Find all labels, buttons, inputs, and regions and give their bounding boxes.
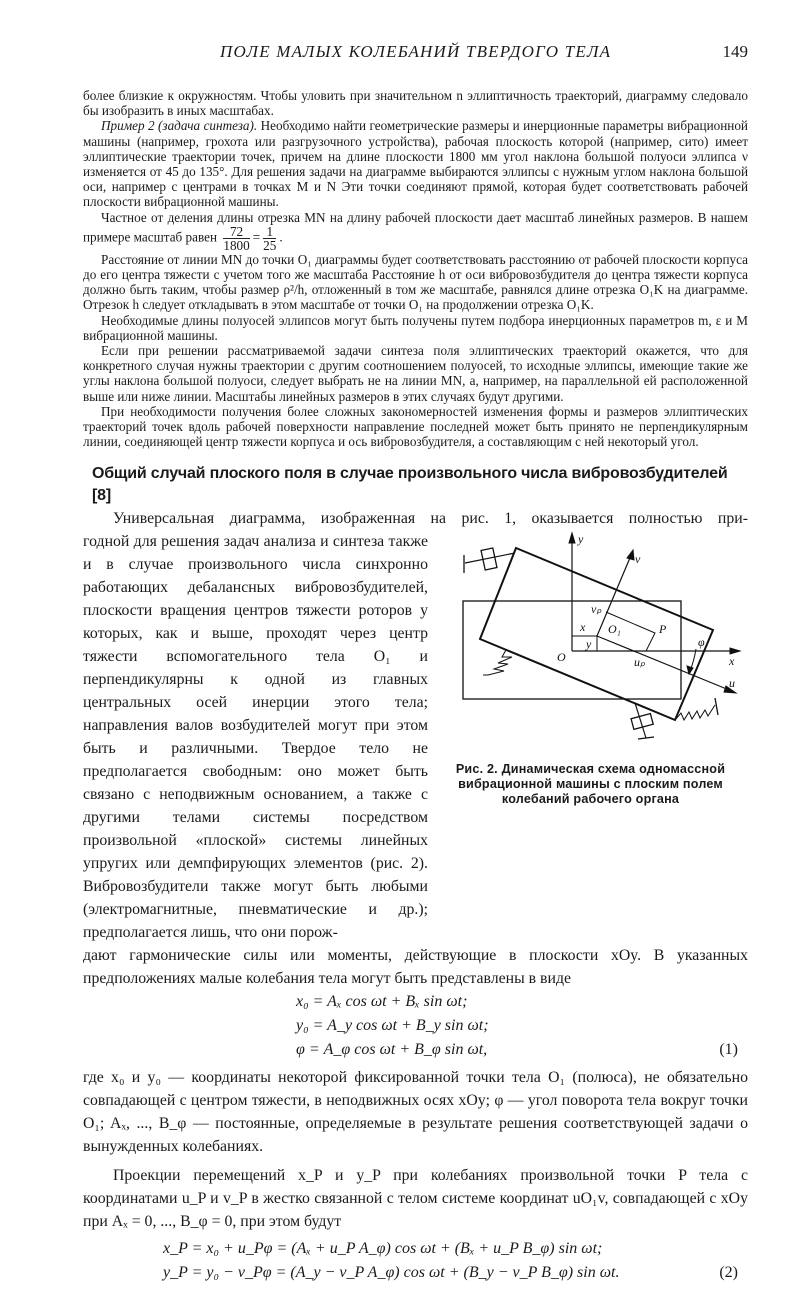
pole-offset (572, 636, 597, 651)
figure (433, 528, 748, 807)
fraction (263, 225, 276, 252)
equation-line: y_P = y₀ − v_Pφ = (A_y − v_P A_φ) cos ωt + (B_y − v_P B_φ) sin ωt. (163, 1264, 620, 1282)
equation-line: x₀ = Aₓ cos ωt + Bₓ sin ωt; (296, 993, 468, 1011)
label-p: P (659, 622, 667, 637)
paragraph: Необходимые длины полуосей эллипсов могут быть получены путем подбора инерционных параметров m, ε и M вибрационной машины. (83, 312, 748, 343)
label-x-offset: x (580, 620, 586, 635)
paragraph: При необходимости получения более сложных закономерностей изменения формы и размеров эллиптических траекторий точек вдоль рабочей поверхности направление последней может быть принято не перпендикулярным линии, соединяющей центр тяжести корпуса и ось вибровозбудителя, а составляющим с ней некоторый угол. (83, 403, 748, 450)
v-axis-arrow (627, 550, 634, 560)
equals: = (252, 229, 261, 245)
damper-top (481, 548, 497, 570)
text-and-figure-row (83, 530, 748, 944)
paragraph (83, 118, 748, 209)
section-heading: Общий случай плоского поля в случае произвольного числа вибровозбудителей [8] (92, 465, 728, 505)
spring-left (483, 650, 512, 675)
equation-number: (2) (719, 1264, 738, 1282)
small-print-block (83, 88, 748, 449)
paragraph: где x₀ и y₀ — координаты некоторой фиксированной точки тела O₁ (полюса), не обязательно совпадающей с центром тяжести, в неподвижных осях xOy; φ — угол поворота тела вокруг точки O₁; Aₓ, ..., B_φ — постоянные, определяемые в результате решения соответствующей задачи о вынужденных колебаниях. (83, 1069, 748, 1156)
denominator: 25 (263, 237, 277, 253)
equation-block-2 (83, 1237, 748, 1285)
figure-caption: Рис. 2. Динамическая схема одномассной вибрационной машины с плоским полем колебаний рабочего органа (455, 762, 726, 807)
paragraph: Расстояние от линии MN до точки O₁ диаграммы будет соответствовать расстоянию от рабочей плоскости корпуса до его центра тяжести с учетом того же масштаба Расстояние h от оси вибровозбудителя до центра тяжести корпуса должно быть таким, чтобы размер ρ²/h, отложенный в том же масштабе, равнялся длине отрезка O₁K на диаграмме. Отрезок h следует откладывать в этом масштабе от точки O₁ на продолжении отрезка O₁K. (83, 251, 748, 313)
paragraph: Проекции перемещений x_P и y_P при колебаниях произвольной точки P тела с координатами u_P и v_P в жестко связанной с телом системе координат uO₁v, совпадающей с xOy при Aₓ = 0, ..., B_φ = 0, при этом будут (83, 1167, 748, 1231)
period: . (279, 229, 283, 245)
y-axis-arrow (569, 533, 575, 543)
paragraph: Если при решении рассматриваемой задачи синтеза поля эллиптических траекторий окажется, что для конкретного случая нужны траектории с другим соотношением полуосей, то исходные эллипсы, имеющие такие же углы наклона большой полуоси, следует выбрать не на линии MN, а, например, на параллельной ей расположенной выше или ниже линии. Масштабы линейных размеров в этих случаях будут другими. (83, 343, 748, 404)
running-header: ПОЛЕ МАЛЫХ КОЛЕБАНИЙ ТВЕРДОГО ТЕЛА (220, 42, 612, 61)
equation-line: y₀ = A_y cos ωt + B_y sin ωt; (296, 1017, 489, 1035)
example-title: Пример 2 (задача синтеза). (101, 118, 258, 134)
u-axis (597, 636, 734, 692)
label-phi: φ (698, 635, 705, 650)
label-y-offset: y (586, 637, 592, 652)
paragraph: более близкие к окружностям. Чтобы уловить при значительном n эллиптичность траекторий, диаграмму следовало бы изобразить в иных масштабах. (83, 88, 748, 119)
label-vp: vₚ (591, 602, 602, 617)
paragraph-text: Частное от деления длины отрезка MN на длину рабочей плоскости дает масштаб линейных размеров. В нашем примере масштаб равен (83, 209, 748, 245)
label-v: v (635, 552, 641, 567)
paragraph-column: годной для решения задач анализа и синтеза также и в случае произвольного числа синхронно работающих дебалансных вибровозбудителей, плоскости вращения центров тяжести роторов у которых, как и выше, проходят через центр тяжести вспомогательного тела O₁ и перпендикулярны к одной из главных центральных осей инерции этого тела; направления валов возбудителей могут при этом быть и различными. Твердое тело не предполагается свободным: оно может быть связано с неподвижным основанием, а также с другими телами системы посредством произвольной «плоской» системы линейных упругих или демпфирующих элементов (рис. 2). Вибровозбудители также могут быть любыми (электромагнитные, пневматические и др.); предполагается лишь, что они порож- (83, 533, 428, 942)
damper-top-rod (465, 553, 515, 563)
paragraph-text: Необходимо найти геометрические размеры и инерционные параметры вибрационной машины (например, грохота или разгрузочного устройства), рабочая плоскость которой (например, сито) имеет эллиптические траектории точек, причем на длине плоскости 1800 мм угол наклона большой полуоси эллипса ν изменяется от 45 до 135°. Для решения задачи на диаграмме выбираются эллипсы с нужным углом наклона большой оси, например с центрами в точках M и N Эти точки соединяют прямой, которая будет соответствовать рабочей плоскости вибрационной машины. (83, 118, 748, 210)
equation-number: (1) (719, 1041, 738, 1059)
paragraph-first-line: Универсальная диаграмма, изображенная на рис. 1, оказывается полностью при- (113, 510, 748, 528)
equation-block-1 (83, 990, 748, 1062)
equation-line: x_P = x₀ + u_Pφ = (Aₓ + u_P A_φ) cos ωt + (Bₓ + u_P B_φ) sin ωt; (163, 1240, 603, 1258)
label-x: x (729, 654, 735, 669)
label-u: u (729, 676, 735, 691)
paragraph-continuation: дают гармонические силы или моменты, действующие в плоскости xOy. В указанных предположениях малые колебания тела могут быть представлены в виде (83, 947, 748, 988)
fraction (223, 225, 249, 252)
equation-line: φ = A_φ cos ωt + B_φ sin ωt, (296, 1041, 488, 1059)
denominator: 1800 (223, 237, 250, 253)
page-number: 149 (722, 42, 748, 61)
label-o1: O₁ (608, 622, 621, 637)
label-up: uₚ (634, 655, 646, 670)
wall-hatch-right (715, 698, 718, 715)
numerator: 1 (263, 225, 276, 239)
figure-dynamic-scheme (433, 528, 748, 758)
label-origin: O (557, 650, 566, 665)
label-y: y (578, 532, 584, 547)
paragraph (83, 210, 748, 252)
rotated-body (480, 548, 713, 720)
damper-bottom (631, 714, 653, 730)
header-row (83, 40, 748, 70)
numerator: 72 (223, 225, 249, 239)
